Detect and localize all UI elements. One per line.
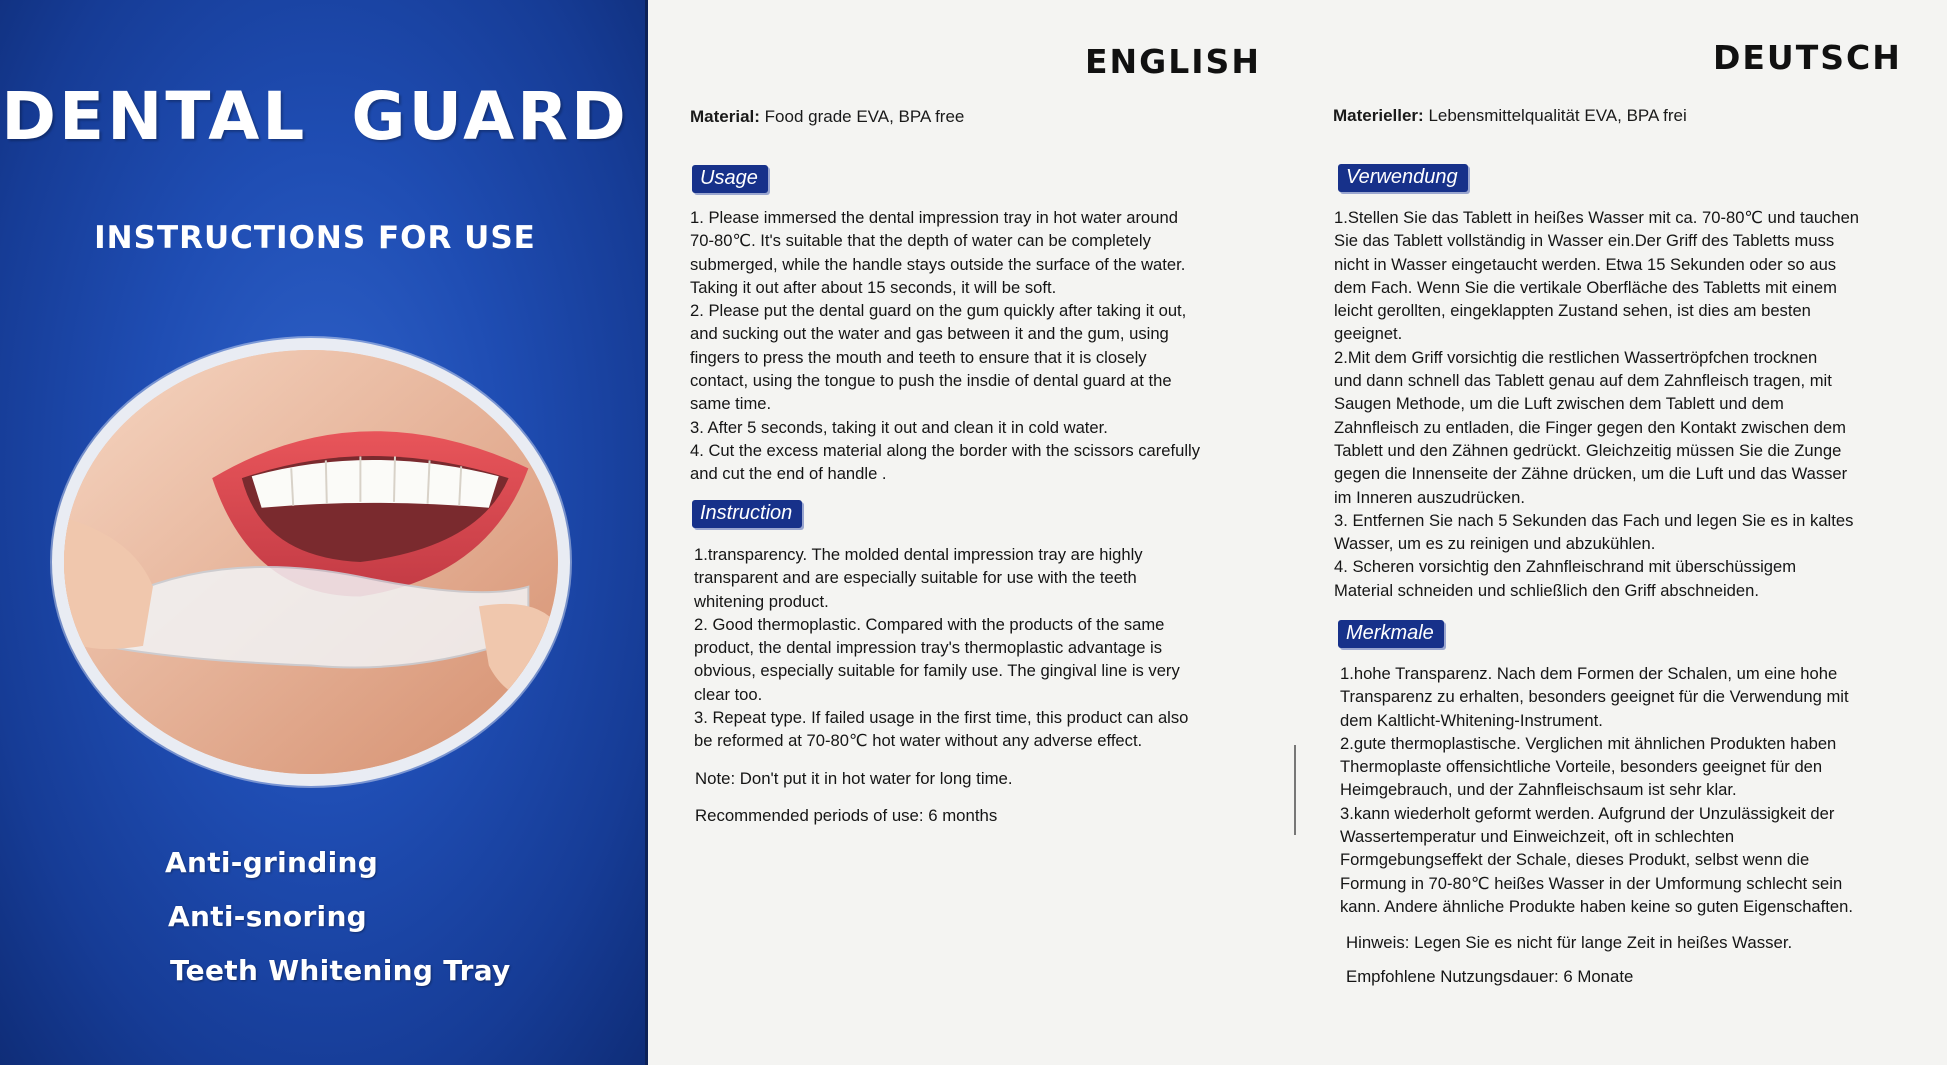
feature-anti-grinding: Anti-grinding <box>165 846 379 879</box>
cover-title: DENTAL GUARD <box>1 78 629 155</box>
english-note: Note: Don't put it in hot water for long time. <box>695 769 1013 788</box>
merkmale-line: Thermoplaste offensichtliche Vorteile, besonders geeignet für den <box>1340 757 1823 777</box>
verwendung-line: im Inneren auszudrücken. <box>1334 487 1525 507</box>
verwendung-line: Wasser, um es zu reinigen und abzukühlen. <box>1334 534 1656 554</box>
instruction-line: transparent and are especially suitable for use with the teeth <box>694 568 1137 588</box>
material-value: Lebensmittelqualität EVA, BPA frei <box>1428 106 1687 125</box>
column-divider <box>1294 745 1296 835</box>
deutsch-column <box>1298 0 1947 1065</box>
merkmale-text <box>1340 662 1853 918</box>
instruction-line: whitening product. <box>694 591 829 611</box>
verwendung-line: 2.Mit dem Griff vorsichtig die restlichen Wassertröpfchen trocknen <box>1334 347 1818 367</box>
english-column <box>648 0 1298 1065</box>
instruction-line: 3. Repeat type. If failed usage in the first time, this product can also <box>694 708 1189 728</box>
verwendung-line: 1.Stellen Sie das Tablett in heißes Wasser mit ca. 70-80℃ und tauchen <box>1334 208 1860 227</box>
usage-line: submerged, while the handle stays outside the surface of the water. <box>690 254 1186 274</box>
usage-line: fingers to press the mouth and teeth to ensure that it is closely <box>690 347 1147 367</box>
instruction-line: clear too. <box>694 684 763 704</box>
merkmale-line: 1.hohe Transparenz. Nach dem Formen der Schalen, um eine hohe <box>1340 664 1838 683</box>
verwendung-line: und dann schnell das Tablett genau auf dem Zahnfleisch tragen, mit <box>1334 371 1832 391</box>
usage-line: 2. Please put the dental guard on the gum quickly after taking it out, <box>690 301 1187 321</box>
verwendung-line: Saugen Methode, um die Luft zwischen dem Tablett und dem <box>1334 394 1784 414</box>
verwendung-text <box>1334 206 1859 602</box>
verwendung-line: geeignet. <box>1334 324 1403 344</box>
verwendung-line: Zahnfleisch zu entladen, die Finger gegen den Kontakt zwischen dem <box>1334 417 1846 437</box>
verwendung-line: 4. Scheren vorsichtig den Zahnfleischrand mit überschüssigem <box>1334 557 1797 577</box>
merkmale-line: Wassertemperatur und Einweichzeit, oft in schlechten <box>1340 827 1735 847</box>
usage-line: and cut the end of handle . <box>690 464 887 484</box>
deutsch-material <box>1333 106 1687 126</box>
usage-line: contact, using the tongue to push the insdie of dental guard at the <box>690 371 1172 391</box>
instruction-line: 1.transparency. The molded dental impression tray are highly <box>694 545 1143 564</box>
merkmale-line: 3.kann wiederholt geformt werden. Aufgrund der Unzulässigkeit der <box>1340 803 1835 823</box>
verwendung-line: leicht gerollten, eingeklappten Zustand sehen, ist dies am besten <box>1334 301 1811 321</box>
smile-photo <box>64 350 558 774</box>
merkmale-line: kann. Andere ähnliche Produkte haben keine so guten Eigenschaften. <box>1340 896 1853 916</box>
material-value: Food grade EVA, BPA free <box>764 107 965 126</box>
material-label: Material: <box>690 107 760 126</box>
verwendung-line: Sie das Tablett vollständig in Wasser ein.Der Griff des Tabletts muss <box>1334 231 1835 251</box>
usage-text <box>690 206 1200 486</box>
english-heading: ENGLISH <box>1085 42 1261 81</box>
usage-line: 1. Please immersed the dental impression tray in hot water around <box>690 208 1178 227</box>
verwendung-label: Verwendung <box>1338 164 1468 192</box>
usage-line: Taking it out after about 15 seconds, it will be soft. <box>690 277 1057 297</box>
merkmale-line: Heimgebrauch, und der Zahnfleischsaum ist sehr klar. <box>1340 780 1737 800</box>
verwendung-line: dem Fach. Wenn Sie die vertikale Oberfläche des Tabletts mit einem <box>1334 277 1837 297</box>
feature-teeth-whitening: Teeth Whitening Tray <box>170 954 511 987</box>
deutsch-heading: DEUTSCH <box>1713 38 1902 77</box>
smile-illustration <box>64 350 558 774</box>
verwendung-line: 3. Entfernen Sie nach 5 Sekunden das Fach und legen Sie es in kaltes <box>1334 510 1854 530</box>
instruction-line: product, the dental impression tray's thermoplastic advantage is <box>694 638 1163 658</box>
verwendung-line: gegen die Innenseite der Zähne drücken, um die Luft und das Wasser <box>1334 464 1848 484</box>
smile-photo-frame <box>52 338 570 786</box>
merkmale-line: Formung in 70-80℃ heißes Wasser in der Umformung schlecht sein <box>1340 873 1843 893</box>
merkmale-line: dem Kaltlicht-Whitening-Instrument. <box>1340 710 1603 730</box>
usage-line: 70-80℃. It's suitable that the depth of water can be completely <box>690 231 1151 251</box>
instruction-line: 2. Good thermoplastic. Compared with the products of the same <box>694 614 1165 634</box>
verwendung-line: Tablett und den Zähnen gedrückt. Gleichzeitig müssen Sie die Zunge <box>1334 440 1842 460</box>
usage-line: 4. Cut the excess material along the border with the scissors carefully <box>690 440 1201 460</box>
merkmale-line: Transparenz zu erhalten, besonders geeignet für die Verwendung mit <box>1340 687 1849 707</box>
usage-label: Usage <box>692 165 768 193</box>
english-material <box>690 107 964 127</box>
cover-panel <box>0 0 648 1065</box>
usage-line: 3. After 5 seconds, taking it out and clean it in cold water. <box>690 417 1108 437</box>
feature-anti-snoring: Anti-snoring <box>168 900 368 933</box>
verwendung-line: nicht in Wasser eingetaucht werden. Etwa 15 Sekunden oder so aus <box>1334 254 1837 274</box>
deutsch-note: Hinweis: Legen Sie es nicht für lange Zeit in heißes Wasser. <box>1346 933 1793 952</box>
instruction-label: Instruction <box>692 500 802 528</box>
merkmale-label: Merkmale <box>1338 620 1444 648</box>
merkmale-line: Formgebungseffekt der Schale, dieses Produkt, selbst wenn die <box>1340 850 1810 870</box>
instruction-line: be reformed at 70-80℃ hot water without any adverse effect. <box>694 731 1143 751</box>
usage-line: same time. <box>690 394 772 414</box>
cover-subtitle: INSTRUCTIONS FOR USE <box>94 220 536 256</box>
usage-line: and sucking out the water and gas between it and the gum, using <box>690 324 1169 344</box>
verwendung-line: Material schneiden und schließlich den Griff abschneiden. <box>1334 580 1759 600</box>
merkmale-line: 2.gute thermoplastische. Verglichen mit ähnlichen Produkten haben <box>1340 733 1837 753</box>
material-label: Materieller: <box>1333 106 1424 125</box>
instruction-text <box>694 543 1188 753</box>
english-recommended: Recommended periods of use: 6 months <box>695 806 998 825</box>
deutsch-recommended: Empfohlene Nutzungsdauer: 6 Monate <box>1346 967 1634 986</box>
instruction-line: obvious, especially suitable for family use. The gingival line is very <box>694 661 1180 681</box>
